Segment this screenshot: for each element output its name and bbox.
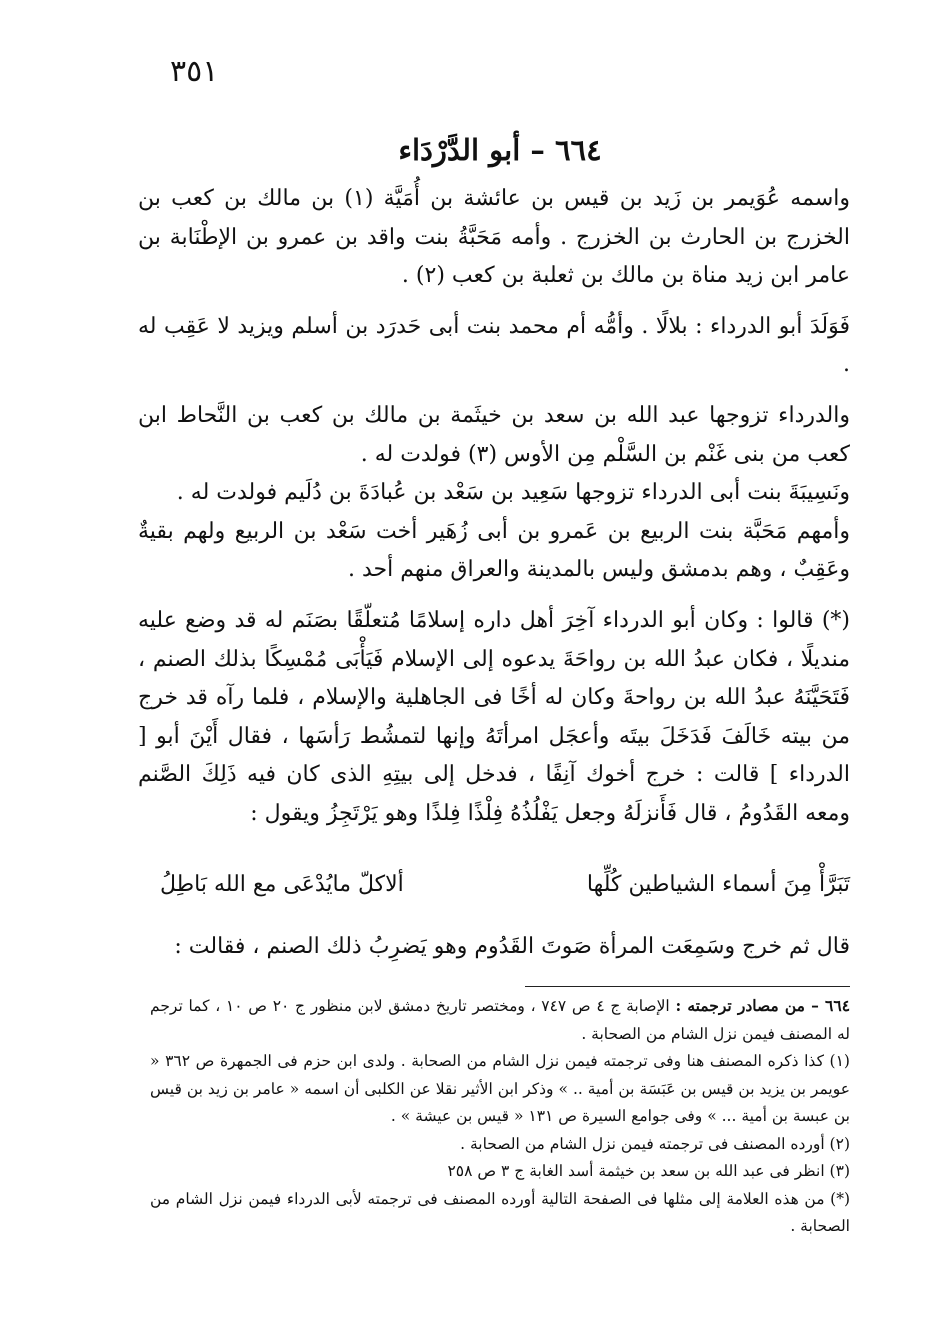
footnotes	[150, 992, 850, 1241]
footnote-sources-label: ٦٦٤ – من مصادر ترجمته :	[675, 996, 851, 1015]
paragraph-lineage: واسمه عُوَيمر بن زَيد بن قيس بن عائشة بن أُمَيَّة (١) بن مالك بن كعب بن الخزرج بن الحارث بن الخزرج . وأمه مَحَبَّةُ بنت واقد بن عمرو بن الإطْنَابة بن عامر ابن زيد مناة بن مالك بن ثعلبة بن كعب (٢) .	[138, 186, 850, 289]
paragraph-conversion-story: (*) قالوا : وكان أبو الدرداء آخِرَ أهل داره إسلامًا مُتعلّقًا بصَنَم له قد وضع عليه منديلًا ، فكان عبدُ الله بن رواحَةَ يدعوه إلى الإسلام فَيَأْبَى مُمْسِكًا بذلك الصنم ، فَتَحَيَّنَهُ عبدُ الله بن رواحةَ وكان له أخًا فى الجاهلية والإسلام ، فلما رآه قد خرج من بيته خَالَفَ فَدَخَلَ بيتَه وأعجَل امرأتَهُ وإنها لتمشُط رَأسَها ، فقال أَيْنَ أبو [ الدرداء ] قالت : خرج أخوك آنِفًا ، فدخل إلى بيتِهِ الذى كان فيه ذَلِكَ الصَّنم ومعه القَدُومُ ، قال فَأَنزلَهُ وجعل يَفْلُذُهُ فِلْذًا فِلذًا وهو يَرْتَجِزُ ويقول :	[138, 607, 850, 826]
footnote-3: (٣) انظر فى عبد الله بن سعد بن خيثمة أسد الغابة ج ٣ ص ٢٥٨	[447, 1162, 850, 1180]
entry-title: ٦٦٤ – أبو الدَّرْدَاء	[398, 133, 602, 167]
page-number: ٣٥١	[170, 54, 219, 89]
paragraph-mother: وأمهم مَحَبَّة بنت الربيع بن عَمرو بن أبى زُهَير أخت سَعْد بن الربيع ولهم بقيةٌ وعَقِبٌ ، وهم بدمشق وليس بالمدينة والعراق منهم أحد .	[138, 518, 850, 583]
entry-body	[138, 180, 850, 834]
footnote-2: (٢) أورده المصنف فى ترجمته فيمن نزل الشام من الصحابة .	[460, 1134, 850, 1153]
footnote-star: (*) من هذه العلامة إلى مثلها فى الصفحة التالية أورده المصنف فى ترجمته لأبى الدرداء فيمن نزل الشام من الصحابة .	[150, 1189, 850, 1235]
poem-verse	[150, 860, 850, 910]
paragraph-children: فَوَلَدَ أبو الدرداء : بلالًا . وأمُّه أم محمد بنت أبى حَدرَد بن أسلم ويزيد لا عَقِب له .	[138, 313, 850, 378]
paragraph-daughter-nasiba: ونَسِيبَةَ بنت أبى الدرداء تزوجها سَعِيد بن سَعْد بن عُبادَةَ بن دُلَيم فولدت له .	[176, 480, 850, 506]
poem-hemistich-second: ألاكلّ مايُدْعَى مع الله بَاطِلُ	[160, 872, 404, 897]
closing-line: قال ثم خرج وسَمِعَت المرأة صَوتَ القَدُوم وهو يَضرِبُ ذلك الصنم ، فقالت :	[174, 934, 850, 959]
footnote-divider	[525, 986, 850, 987]
poem-hemistich-first: تَبَرَّأْ مِنَ أسماء الشياطين كُلِّها	[586, 872, 850, 897]
paragraph-daughter-darda: والدرداء تزوجها عبد الله بن سعد بن خيثَمة بن مالك بن كعب بن النَّحاط ابن كعب من بنى غَنْم بن السَّلْم مِن الأوس (٣) فولدت له .	[138, 402, 850, 467]
footnote-sources	[150, 992, 850, 1048]
footnote-1: (١) كذا ذكره المصنف هنا وفى ترجمته فيمن نزل الشام من الصحابة . ولدى ابن حزم فى الجمهرة ص ٣٦٢ « عويمر بن يزيد بن قيس بن عَبَسَة بن أمية .. » وذكر ابن الأثير نقلا عن الكلبى أن اسمه « عامر بن زيد بن قيس بن عبسة بن أمية ... » وفى جوامع السيرة ص ١٣١ « قيس بن عيشة » .	[150, 1052, 850, 1125]
footnote-sources-text: الإصابة ج ٤ ص ٧٤٧ ، ومختصر تاريخ دمشق لابن منظور ج ٢٠ ص ١٠ ، كما ترجم له المصنف فيمن نزل الشام من الصحابة .	[150, 997, 850, 1043]
